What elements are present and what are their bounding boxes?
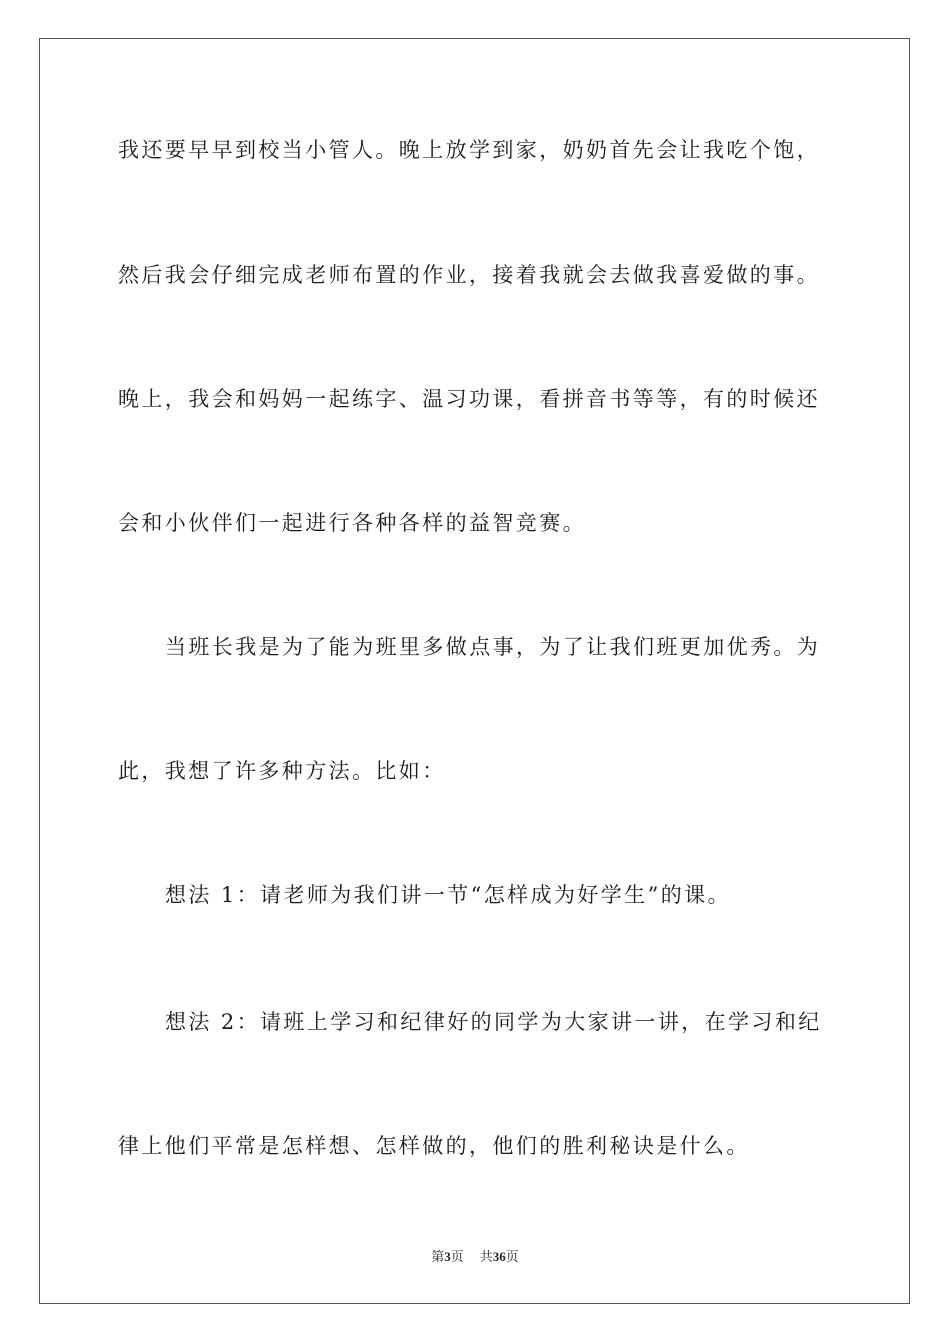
footer-total-pages: 36 bbox=[492, 1249, 506, 1264]
footer-total-prefix: 共 bbox=[479, 1249, 493, 1264]
page-frame bbox=[39, 38, 910, 1304]
text-line-9: 律上他们平常是怎样想、怎样做的，他们的胜利秘诀是什么。 bbox=[118, 1134, 750, 1158]
text-line-2: 然后我会仔细完成老师布置的作业，接着我就会去做我喜爱做的事。 bbox=[118, 263, 820, 287]
footer-prefix: 第 bbox=[431, 1249, 445, 1264]
page-footer bbox=[0, 1248, 950, 1266]
text-line-7: 想法 1：请老师为我们讲一节“怎样成为好学生”的课。 bbox=[165, 883, 731, 907]
text-line-3: 晚上，我会和妈妈一起练字、温习功课，看拼音书等等，有的时候还 bbox=[118, 387, 820, 411]
text-line-5: 当班长我是为了能为班里多做点事，为了让我们班更加优秀。为 bbox=[165, 635, 821, 659]
text-line-4: 会和小伙伴们一起进行各种各样的益智竞赛。 bbox=[118, 511, 586, 535]
text-line-8: 想法 2：请班上学习和纪律好的同学为大家讲一讲，在学习和纪 bbox=[165, 1010, 822, 1034]
text-line-6: 此，我想了许多种方法。比如： bbox=[118, 759, 446, 783]
text-line-1: 我还要早早到校当小管人。晚上放学到家，奶奶首先会让我吃个饱， bbox=[118, 138, 820, 162]
footer-total-unit: 页 bbox=[505, 1249, 519, 1264]
footer-page-unit: 页 bbox=[450, 1249, 464, 1264]
footer-current-page: 3 bbox=[444, 1249, 451, 1264]
